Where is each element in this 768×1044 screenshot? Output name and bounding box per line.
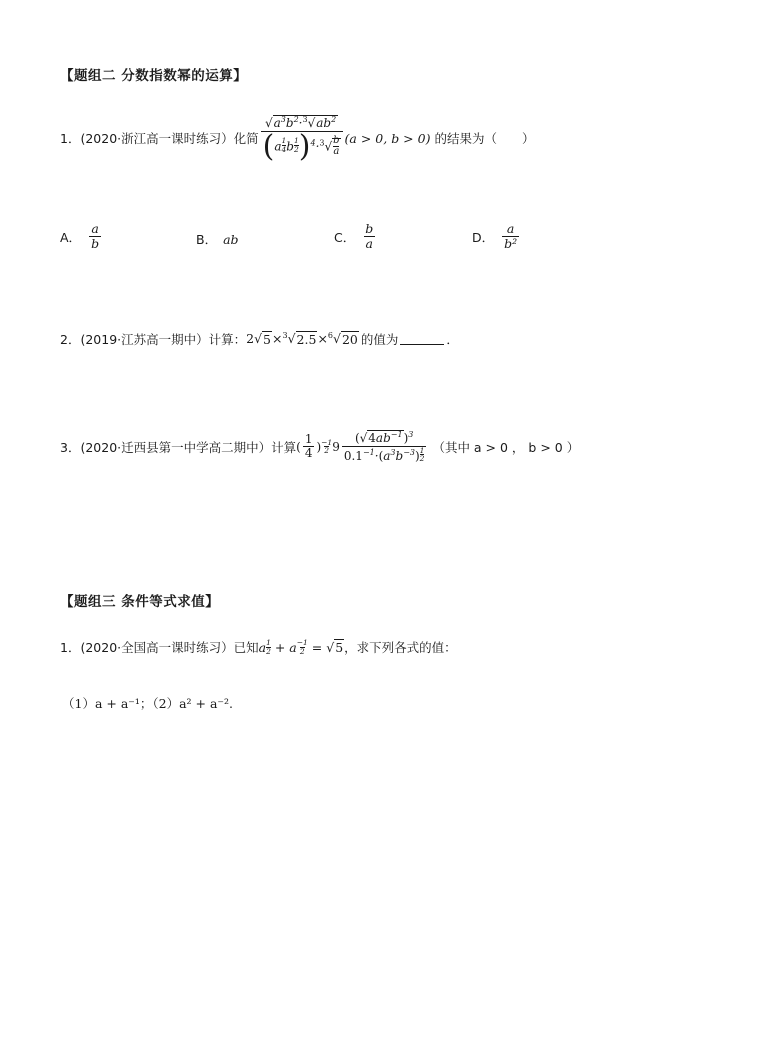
question-1-expression: $√a^3b^2\cdot^3√ab^2$ (a $\frac{1}{4}$ b $\frac{1}{2}$ )$^4$·$^3$√ $\frac{b}{a}$	[261, 115, 343, 162]
answer-blank[interactable]	[400, 334, 444, 345]
option-d[interactable]	[472, 222, 521, 252]
question-1-condition: (a > 0, b > 0)	[344, 130, 431, 146]
group3-question-1	[60, 638, 457, 656]
group3-question-1-parts: （1）a + a⁻¹；（2）a² + a⁻².	[62, 696, 234, 711]
option-a-den: b	[91, 236, 100, 252]
option-c[interactable]	[334, 222, 377, 252]
option-b-text: ab	[223, 231, 239, 247]
question-2-expression: 2√5×$^3$√2.5×$^6$√20	[246, 331, 358, 347]
question-3-prefix: 3．(2020·迁西县第一中学高二期中）计算	[60, 439, 297, 455]
option-d-num: a	[506, 221, 515, 236]
option-d-den: b²	[504, 236, 518, 252]
option-c-den: a	[365, 236, 373, 252]
question-1	[60, 115, 534, 162]
question-3-expression: ( $\frac{1}{4}$ ) −1 2 9 $(√4ab^{-1})^3$ $0.1^{-1}\cdot(a^3b^{-3})$ $\frac{1}{2}$	[296, 430, 425, 464]
option-c-num: b	[365, 221, 374, 236]
group3-question-1-suffix: ，求下列各式的值：	[344, 640, 457, 655]
question-2-end: ．	[446, 332, 459, 347]
question-2-suffix: 的值为	[360, 332, 399, 347]
option-c-label: C．	[334, 229, 356, 245]
question-3-suffix: （其中 a > 0 ， b > 0 ）	[432, 439, 580, 455]
question-1-prefix: 1．(2020·浙江高一课时练习）化简	[60, 131, 259, 147]
question-3	[60, 430, 579, 464]
option-b[interactable]	[196, 230, 239, 248]
question-2-prefix: 2．(2019·江苏高一期中）计算：	[60, 332, 247, 347]
group2-heading: 【题组二 分数指数幂的运算】	[60, 68, 248, 84]
option-d-label: D．	[472, 229, 495, 245]
option-a[interactable]	[60, 222, 103, 252]
question-1-suffix: 的结果为（ ）	[434, 131, 535, 147]
option-a-label: A．	[60, 229, 82, 245]
group3-heading: 【题组三 条件等式求值】	[60, 594, 220, 610]
option-a-num: a	[91, 221, 99, 236]
group3-question-1-expression: a $\frac{1}{2}$ + a $\frac{-1}{2}$ = √5	[258, 638, 344, 656]
group3-question-1-prefix: 1．(2020·全国高一课时练习）已知	[60, 640, 259, 655]
question-2	[60, 330, 459, 348]
option-b-label: B．	[196, 232, 218, 247]
